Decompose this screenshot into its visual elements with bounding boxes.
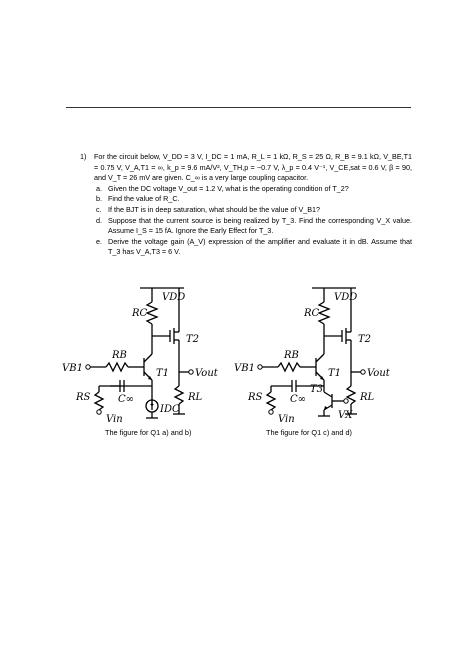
label-vb1: VB1 — [234, 363, 255, 374]
label-vdd: VDD — [162, 292, 186, 303]
part-text: If the BJT is in deep saturation, what should be the value of V_B1? — [108, 204, 321, 214]
label-rb: RB — [284, 350, 299, 361]
part-a — [96, 183, 412, 195]
label-idc: IDC — [160, 404, 180, 415]
label-cinf: C∞ — [118, 394, 134, 405]
part-letter: c. — [96, 204, 102, 214]
label-cinf: C∞ — [290, 394, 306, 405]
circuit-left — [60, 280, 240, 425]
label-rc: RC — [132, 308, 148, 319]
part-text: Suppose that the current source is being realized by T_3. Find the corresponding V_X value. Assume I_S = 15 fA. Ignore the Early Effect for T_3. — [108, 215, 412, 236]
part-letter: e. — [96, 236, 102, 246]
label-vout: Vout — [367, 368, 390, 379]
caption-left: The figure for Q1 a) and b) — [105, 428, 192, 437]
label-t2: T2 — [186, 334, 200, 345]
label-vin: Vin — [106, 414, 123, 425]
part-text: Find the value of R_C. — [108, 194, 180, 204]
label-rc: RC — [304, 308, 320, 319]
label-rl: RL — [188, 392, 203, 403]
part-letter: a. — [96, 183, 102, 193]
label-rs: RS — [76, 392, 91, 403]
question-intro: For the circuit below, V_DD = 3 V, I_DC = 1 mA, R_L = 1 kΩ, R_S = 25 Ω, R_B = 9.1 kΩ, V_BE,T1 = 0.75 V, V_A,T1 = ∞, k_p = 9.6 mA/V², V_TH,p = −0.7 V, λ_p = 0.4 V⁻¹, V_CE,sat = 0.6 V, β = 90, and V_T = 26 mV are given. C_∞ is a very large coupling capacitor. — [94, 152, 412, 183]
circuit-right — [232, 280, 412, 425]
caption-right: The figure for Q1 c) and d) — [266, 428, 352, 437]
part-b — [96, 194, 412, 205]
label-t1: T1 — [328, 368, 342, 379]
label-vx: VX — [338, 410, 353, 421]
horizontal-rule — [66, 107, 411, 108]
label-vin: Vin — [278, 414, 295, 425]
part-text: Given the DC voltage V_out = 1.2 V, what is the operating condition of T_2? — [108, 183, 349, 193]
part-c — [96, 204, 412, 216]
label-vdd: VDD — [334, 292, 358, 303]
label-t2: T2 — [358, 334, 372, 345]
part-e — [96, 236, 412, 258]
label-rb: RB — [112, 350, 127, 361]
label-rs: RS — [248, 392, 263, 403]
question-1 — [66, 152, 412, 258]
label-vb1: VB1 — [62, 363, 83, 374]
part-letter: b. — [96, 194, 102, 204]
label-t3: T3 — [310, 384, 324, 395]
label-t1: T1 — [156, 368, 170, 379]
part-letter: d. — [96, 215, 102, 225]
label-rl: RL — [360, 392, 375, 403]
part-text: Derive the voltage gain (A_V) expression of the amplifier and evaluate it in dB. Assume that T_3 has V_A,T3 = 6 V. — [108, 236, 412, 257]
part-d — [96, 215, 412, 237]
question-number: 1) — [80, 152, 87, 161]
label-vout: Vout — [195, 368, 218, 379]
